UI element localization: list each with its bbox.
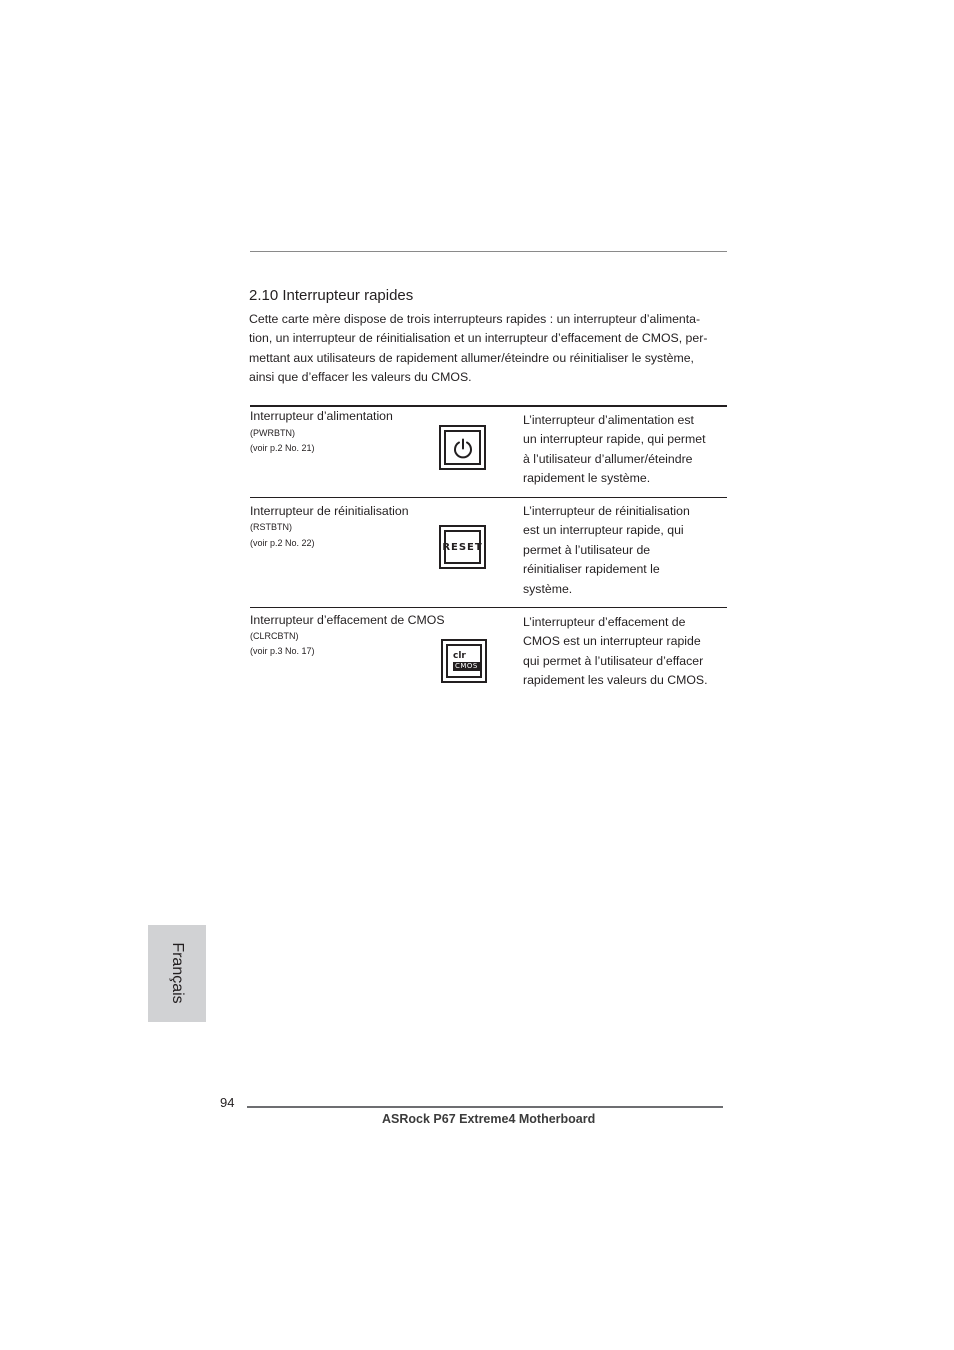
clear-cmos-icon-label-top: clr: [453, 651, 466, 661]
language-side-tab: [148, 925, 206, 1022]
switch-reference: (voir p.3 No. 17): [250, 646, 315, 656]
clear-cmos-icon-label-bottom: CMOS: [455, 662, 478, 670]
description-line: rapidement le système.: [523, 471, 651, 486]
table-row-power-switch: [250, 407, 727, 498]
intro-paragraph: [249, 310, 729, 388]
description-line: à l’utilisateur d’allumer/éteindre: [523, 451, 693, 466]
description-line: L’interrupteur de réinitialisation: [523, 504, 690, 518]
reset-icon-label: RESET: [442, 541, 483, 553]
language-label: Français: [169, 942, 186, 1004]
description-line: un interrupteur rapide, qui permet: [523, 432, 706, 447]
description-line: rapidement les valeurs du CMOS.: [523, 673, 708, 688]
power-symbol-icon: [452, 437, 474, 459]
description-line: qui permet à l’utilisateur d’effacer: [523, 653, 704, 668]
power-icon: [439, 425, 486, 470]
description-line: CMOS est un interrupteur rapide: [523, 634, 701, 649]
switch-name: Interrupteur de réinitialisation: [250, 504, 409, 518]
intro-line: mettant aux utilisateurs de rapidement allumer/éteindre ou réinitialiser le système,: [249, 350, 694, 365]
switch-name: Interrupteur d’alimentation: [250, 409, 393, 423]
switch-code: (CLRCBTN): [250, 631, 299, 641]
section-title: 2.10 Interrupteur rapides: [249, 287, 414, 304]
switch-table: [250, 405, 727, 698]
reset-icon: [439, 525, 486, 569]
power-icon-frame: [444, 430, 481, 465]
description-line: système.: [523, 581, 573, 596]
description-line: permet à l’utilisateur de: [523, 542, 651, 557]
switch-description: [523, 411, 728, 489]
intro-line: Cette carte mère dispose de trois interrupteurs rapides : un interrupteur d’alimenta-: [249, 312, 701, 326]
table-row-reset-switch: [250, 498, 727, 608]
clear-cmos-icon: [441, 639, 487, 683]
description-line: réinitialiser rapidement le: [523, 562, 660, 577]
header-divider: [250, 251, 727, 252]
switch-code: (RSTBTN): [250, 522, 292, 532]
switch-reference: (voir p.2 No. 21): [250, 443, 315, 453]
description-line: L’interrupteur d’effacement de: [523, 615, 686, 629]
footer-divider: [247, 1106, 723, 1108]
table-row-clear-cmos-switch: [250, 608, 727, 698]
switch-description: [523, 502, 728, 599]
footer-product-name: ASRock P67 Extreme4 Motherboard: [382, 1112, 596, 1126]
reset-icon-frame: [444, 530, 481, 564]
switch-name: Interrupteur d’effacement de CMOS: [250, 613, 445, 627]
description-line: est un interrupteur rapide, qui: [523, 523, 684, 538]
switch-description: [523, 613, 728, 691]
switch-reference: (voir p.2 No. 22): [250, 538, 315, 548]
intro-line: tion, un interrupteur de réinitialisation et un interrupteur d’effacement de CMOS, per-: [249, 331, 708, 346]
page-number: 94: [220, 1095, 235, 1110]
switch-code: (PWRBTN): [250, 428, 295, 438]
description-line: L’interrupteur d’alimentation est: [523, 413, 694, 427]
clear-cmos-icon-frame: [446, 644, 482, 678]
intro-line: ainsi que d’effacer les valeurs du CMOS.: [249, 370, 472, 385]
